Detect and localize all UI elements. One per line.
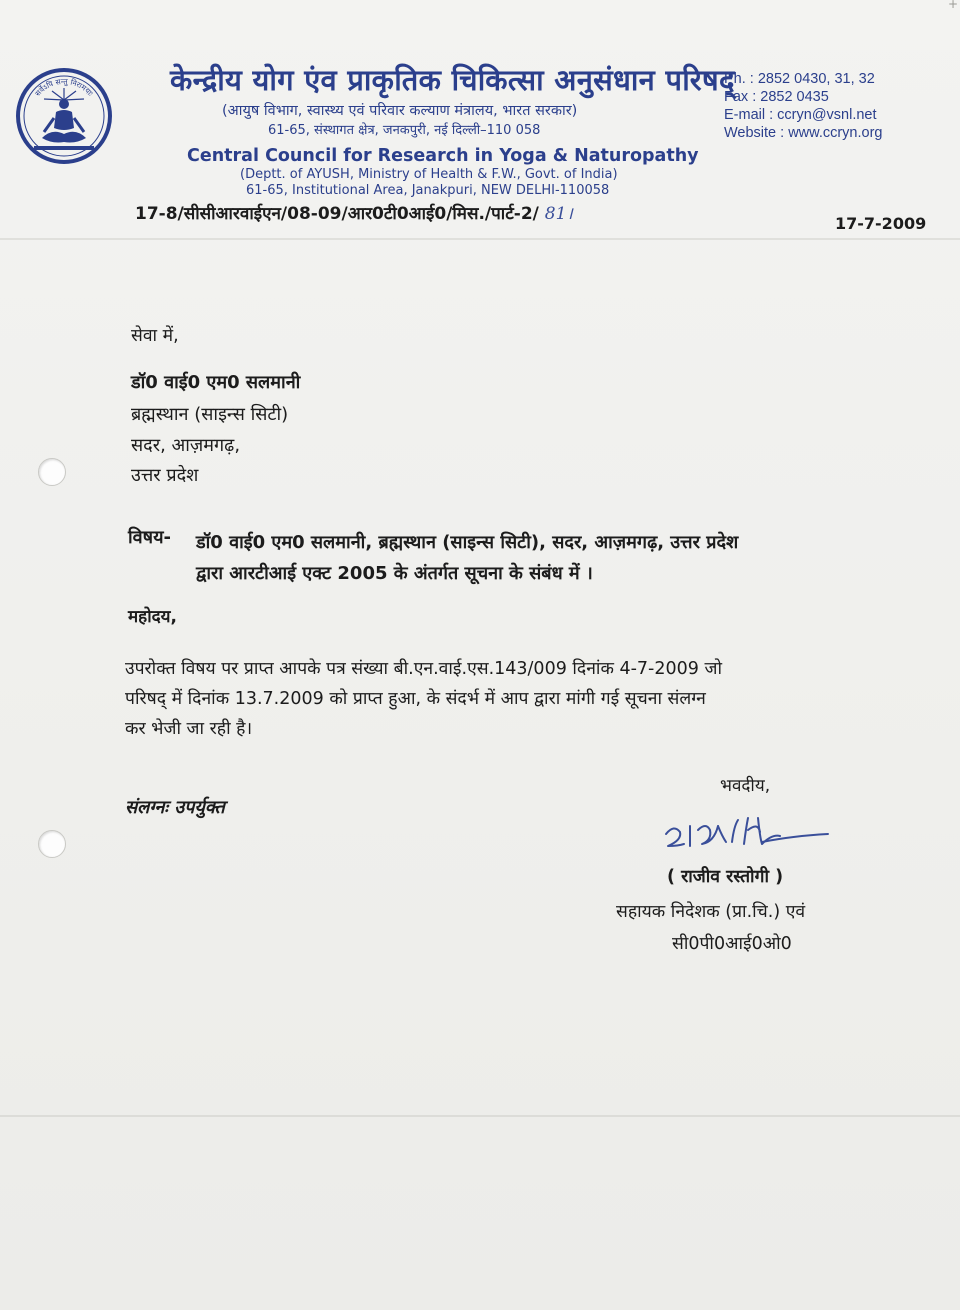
punch-hole: [38, 830, 66, 858]
reference-number: [135, 201, 573, 224]
corner-mark: +: [948, 0, 959, 11]
paper-fold-line: [0, 1115, 960, 1117]
signer-designation: सहायक निदेशक (प्रा.चि.) एवं: [616, 902, 806, 922]
contact-phone: Ph. : 2852 0430, 31, 32: [724, 71, 875, 87]
signer-designation-cpio: सी0पी0आई0ओ0: [672, 934, 792, 954]
recipient-address-line1: ब्रह्मस्थान (साइन्स सिटी): [131, 404, 289, 425]
letterhead-english-address: 61-65, Institutional Area, Janakpuri, NEW DELHI-110058: [246, 183, 610, 198]
reference-text: 17-8/सीसीआरवाईएन/08-09/आर0टी0आई0/मिस./पार्ट-2/: [135, 204, 539, 224]
body-line: उपरोक्त विषय पर प्राप्त आपके पत्र संख्या बी.एन.वाई.एस.143/009 दिनांक 4-7-2009 जो: [125, 659, 722, 679]
recipient-address-line3: उत्तर प्रदेश: [131, 465, 199, 486]
handwritten-signature-icon: [662, 812, 832, 872]
signer-name: ( राजीव रस्तोगी ): [667, 867, 784, 887]
paper-fold-line: [0, 238, 960, 240]
letterhead-hindi-title: केन्द्रीय योग एंव प्राकृतिक चिकित्सा अनुसंधान परिषद्: [170, 63, 735, 97]
subject-label: विषय-: [128, 527, 171, 548]
letterhead-english-ministry: (Deptt. of AYUSH, Ministry of Health & F.W., Govt. of India): [240, 167, 618, 182]
meditating-yogi-seal-icon: [14, 66, 114, 166]
punch-hole: [38, 458, 66, 486]
letterhead-english-title: Central Council for Research in Yoga & Naturopathy: [187, 146, 699, 166]
body-line: कर भेजी जा रही है।: [125, 719, 253, 739]
subject-line1: डॉ0 वाई0 एम0 सलमानी, ब्रह्मस्थान (साइन्स सिटी), सदर, आज़मगढ़, उत्तर प्रदेश: [196, 532, 739, 553]
enclosure-note: संलग्नः उपर्युक्त: [125, 797, 225, 818]
subject-line2: द्वारा आरटीआई एक्ट 2005 के अंतर्गत सूचना के संबंध में ।: [196, 563, 593, 584]
logo-motto: सर्वेऽपि सन्तु निरामयाः: [33, 76, 95, 98]
contact-email: E-mail : ccryn@vsnl.net: [724, 107, 877, 123]
contact-fax: Fax : 2852 0435: [724, 89, 829, 105]
letterhead-hindi-address: 61-65, संस्थागत क्षेत्र, जनकपुरी, नई दिल्ली–110 058: [268, 123, 541, 138]
body-line: परिषद् में दिनांक 13.7.2009 को प्राप्त हुआ, के संदर्भ में आप द्वारा मांगी गई सूचना संलग्न: [125, 689, 706, 709]
letter-date: 17-7-2009: [835, 214, 927, 233]
reference-handwritten: 81।: [544, 204, 573, 224]
letterhead-contact-block: [724, 70, 882, 142]
letterhead-hindi-ministry: (आयुष विभाग, स्वास्थ्य एवं परिवार कल्याण मंत्रालय, भारत सरकार): [222, 103, 578, 119]
recipient-address-line2: सदर, आज़मगढ़,: [131, 435, 241, 456]
closing: भवदीय,: [720, 776, 771, 796]
to-label: सेवा में,: [131, 326, 179, 346]
recipient-name: डॉ0 वाई0 एम0 सलमानी: [131, 372, 301, 393]
contact-website: Website : www.ccryn.org: [724, 125, 883, 141]
salutation: महोदय,: [128, 607, 177, 627]
